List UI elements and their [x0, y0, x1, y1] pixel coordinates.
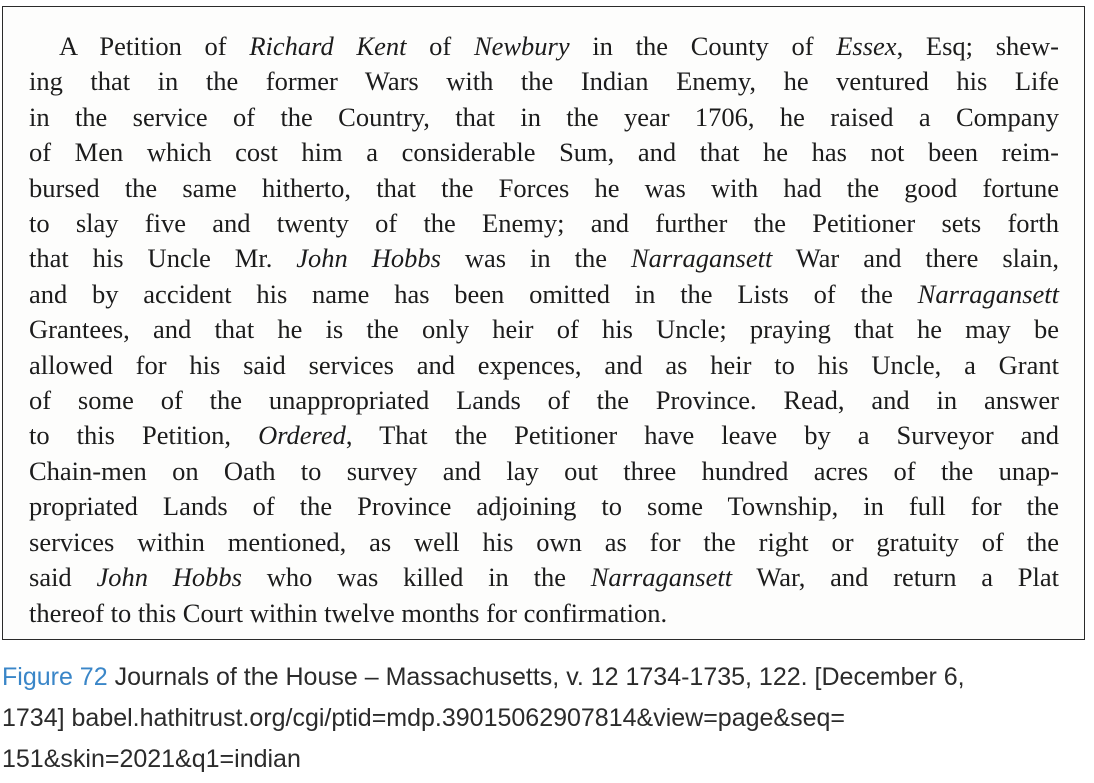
text-line	[29, 596, 1059, 631]
text-segment: in the County of	[569, 31, 837, 61]
italic-segment: Ordered	[258, 420, 346, 451]
scanned-page-image	[2, 6, 1085, 640]
text-segment: that his Uncle Mr.	[29, 243, 297, 274]
caption-citation: Journals of the House – Massachusetts, v. 12 1734-1735, 122. [December 6,	[107, 663, 965, 691]
text-line	[29, 64, 1059, 99]
text-segment: , Esq; shew-	[896, 31, 1060, 61]
text-segment: allowed for his said services and expences, and as heir to his Uncle, a Grant	[29, 349, 1059, 380]
text-segment: services within mentioned, as well his own as for the right or gratuity of the	[29, 526, 1059, 557]
caption-line-1	[2, 657, 1082, 698]
caption-line-3: 151&skin=2021&q1=indian	[2, 745, 301, 773]
italic-segment: John Hobbs	[96, 562, 242, 593]
text-segment: Grantees, and that he is the only heir of his Uncle; praying that he may be	[29, 314, 1059, 345]
text-line	[29, 348, 1059, 383]
italic-segment: Narragansett	[630, 243, 773, 274]
text-segment: bursed the same hitherto, that the Forces he was with had the good fortune	[29, 172, 1059, 203]
text-line	[29, 241, 1059, 276]
text-line	[29, 312, 1059, 347]
text-segment: A Petition of	[59, 31, 250, 61]
text-segment: of some of the unappropriated Lands of the Province. Read, and in answer	[29, 385, 1059, 416]
text-segment: ing that in the former Wars with the Indian Enemy, he ventured his Life	[29, 66, 1059, 97]
caption-line-2: 1734] babel.hathitrust.org/cgi/ptid=mdp.39015062907814&view=page&seq=	[2, 704, 846, 732]
text-segment: in the service of the Country, that in the year 1706, he raised a Company	[29, 101, 1059, 132]
text-segment: propriated Lands of the Province adjoining to some Township, in full for the	[29, 491, 1059, 522]
text-line	[29, 454, 1059, 489]
petition-text-block	[29, 29, 1059, 631]
italic-segment: John Hobbs	[296, 243, 441, 274]
figure-caption	[2, 657, 1082, 780]
text-line	[29, 489, 1059, 524]
text-line	[29, 29, 1059, 64]
italic-segment: Richard Kent	[249, 31, 407, 61]
text-segment: War and there slain,	[772, 243, 1059, 274]
italic-segment: Newbury	[473, 31, 570, 61]
text-segment: and by accident his name has been omitted in the Lists of the	[29, 278, 918, 309]
text-line	[29, 560, 1059, 595]
text-line	[29, 100, 1059, 135]
text-segment: Chain-men on Oath to survey and lay out three hundred acres of the unap-	[29, 455, 1059, 486]
text-segment: of	[406, 31, 474, 61]
text-segment: of Men which cost him a considerable Sum, and that he has not been reim-	[29, 137, 1059, 168]
text-segment: , That the Petitioner have leave by a Surveyor and	[345, 420, 1059, 451]
text-line	[29, 383, 1059, 418]
text-line	[29, 277, 1059, 312]
text-segment: War, and return a Plat	[732, 562, 1059, 593]
text-line	[29, 525, 1059, 560]
text-segment: thereof to this Court within twelve months for confirmation.	[29, 597, 668, 628]
text-segment: who was killed in the	[241, 562, 591, 593]
italic-segment: Narragansett	[917, 278, 1059, 309]
italic-segment: Essex	[836, 31, 897, 61]
text-segment: was in the	[440, 243, 631, 274]
text-segment: to slay five and twenty of the Enemy; and further the Petitioner sets forth	[29, 208, 1059, 239]
text-segment: said	[29, 562, 97, 593]
figure-label: Figure 72	[2, 663, 108, 691]
text-line	[29, 135, 1059, 170]
text-segment: to this Petition,	[29, 420, 259, 451]
text-line	[29, 418, 1059, 453]
text-line	[29, 171, 1059, 206]
italic-segment: Narragansett	[590, 562, 733, 593]
text-line	[29, 206, 1059, 241]
